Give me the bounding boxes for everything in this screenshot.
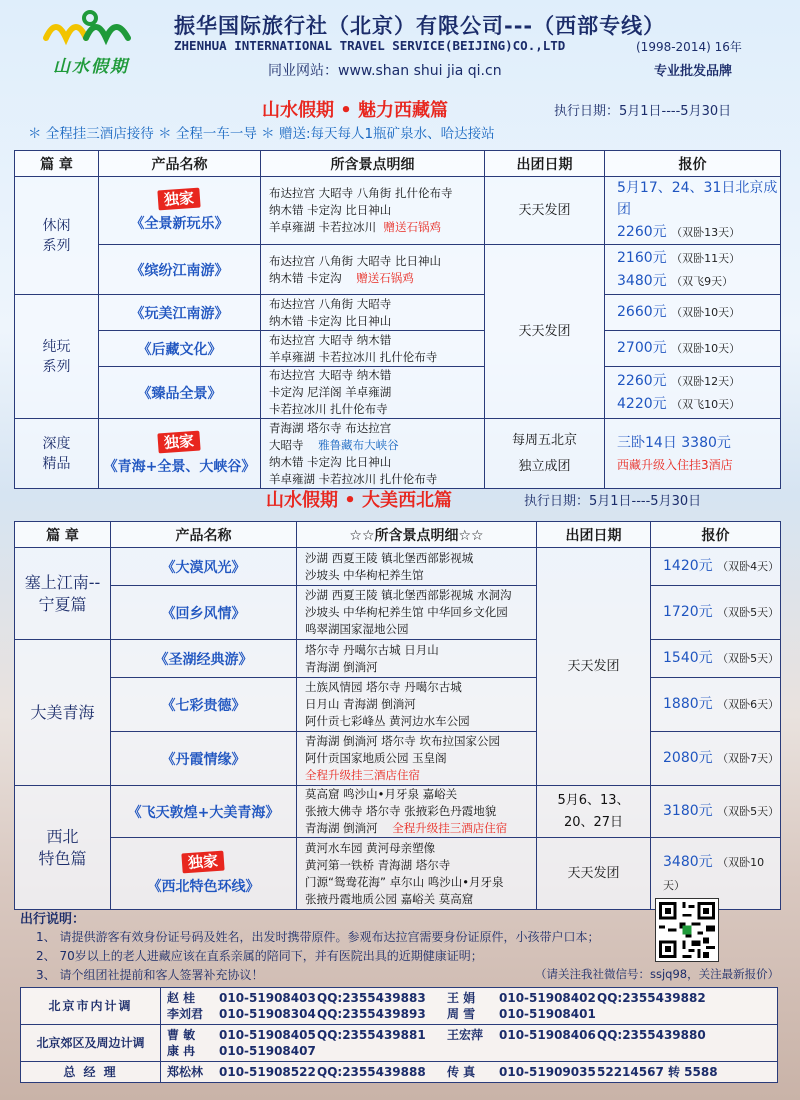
product-name[interactable]: 《飞天敦煌+大美青海》 [111,786,297,838]
price-cell [605,177,781,245]
category-leisure: 休闲 系列 [15,177,99,295]
spot-text: 青海湖 倒淌河 [305,821,378,835]
contacts-table [20,987,778,1083]
col-header: 出团日期 [537,522,651,548]
note-line: 3、 请个组团社提前和客人签署补充协议！ [36,968,264,982]
category-ningxia: 塞上江南-- 宁夏篇 [15,548,111,640]
spots-cell [297,786,537,838]
exclusive-badge: 独家 [158,430,201,453]
contact-line [167,1027,771,1043]
contact-row [21,988,778,1025]
contact-cell [161,988,778,1025]
price-note: （双卧10天） [671,342,741,355]
product-name[interactable]: 《臻品全景》 [99,367,261,419]
price-line [617,370,780,393]
contact-phone[interactable]: 010-51908407 [219,1044,316,1058]
wechat-note: （请关注我社微信号：ssjq98，关注最新报价） [535,967,780,981]
product-name[interactable]: 《玩美江南游》 [99,295,261,331]
price-note: （双飞10天） [671,397,741,411]
spot-line: 黄河第一铁桥 青海湖 塔尔寺 [305,857,451,872]
price-note: （双卧10天） [671,306,741,319]
gift-text: 赠送石锅鸡 [383,220,441,234]
spot-line: 羊卓雍湖 卡若拉冰川 扎什伦布寺 [269,349,438,364]
departure-cell [485,419,605,489]
spot-line: 布达拉宫 八角街 大昭寺 比日神山 [269,253,441,268]
price-note: （双卧6天） [717,698,780,711]
contact-row [21,1062,778,1083]
fax-label: 传 真 [447,1065,476,1079]
contact-phone[interactable]: 010-51908406 [499,1028,596,1042]
price-value: 2260元 [617,372,667,389]
table-row [15,331,781,367]
product-cell [99,419,261,489]
exclusive-badge: 独家 [182,850,225,873]
departure-line: 独立成团 [518,458,571,474]
spot-line: 纳木错 卡定沟 比日神山 [269,203,392,217]
fax-number[interactable]: 010-51909035 [499,1065,596,1079]
table-header-row [15,151,781,177]
col-header: ☆☆所含景点明细☆☆ [297,522,537,548]
price-note: （双卧7天） [717,752,780,765]
contact-phone[interactable]: 010-51908304 [219,1007,316,1021]
col-header: 篇 章 [15,522,111,548]
spots-cell [261,331,485,367]
price-line [617,247,780,270]
spot-line [305,820,536,837]
departure-cell: 天天发团 [537,548,651,786]
exclusive-badge: 独家 [158,187,201,210]
spots-cell [297,678,537,732]
price-cell [651,640,781,678]
product-name[interactable]: 《丹霞情缘》 [111,732,297,786]
spot-line: 张掖大佛寺 塔尔寺 张掖彩色丹霞地貌 [305,804,497,818]
spot-line: 沙坡头 中华枸杞养生馆 中华回乡文化园 [305,605,508,619]
table-row [15,586,781,640]
product-name[interactable]: 《后藏文化》 [99,331,261,367]
product-name[interactable]: 《全景新玩乐》 [130,215,229,232]
price-note: （双卧5天） [717,652,780,665]
spot-line: 布达拉宫 大昭寺 纳木错 [269,332,392,347]
contact-qq[interactable]: QQ:2355439881 [317,1028,426,1042]
spots-cell [297,548,537,586]
spots-cell [297,732,537,786]
tibet-table [14,150,781,489]
category-qinghai: 大美青海 [15,640,111,786]
company-name-en: ZHENHUA INTERNATIONAL TRAVEL SERVICE(BEIJING)CO.,LTD [174,38,566,53]
spot-line: 沙湖 西夏王陵 镇北堡西部影视城 水洞沟 [305,588,512,602]
price-cell [605,331,781,367]
spot-text: 大昭寺 [269,437,304,452]
contact-name: 郑松林 [167,1065,204,1079]
category-pure: 纯玩 系列 [15,295,99,419]
price-value: 1420元 [663,558,713,574]
category-special: 西北 特色篇 [15,786,111,910]
contact-cell [161,1025,778,1062]
spot-line: 黄河水车园 黄河母亲塑像 [305,840,436,855]
contact-cell [161,1062,778,1083]
product-name[interactable]: 《圣湖经典游》 [111,640,297,678]
spot-line: 纳木错 卡定沟 比日神山 [269,454,392,469]
spot-line: 卡若拉冰川 扎什伦布寺 [269,402,388,416]
northwest-section-title: 山水假期 • 大美西北篇 [266,490,453,511]
upgrade-note: 全程升级挂三酒店住宿 [305,768,420,782]
col-header: 产品名称 [111,522,297,548]
col-header: 篇 章 [15,151,99,177]
price-value: 2260元 [617,224,667,240]
spot-line: 布达拉宫 大昭寺 八角街 扎什伦布寺 [269,186,453,200]
company-name-cn: 振华国际旅行社（北京）有限公司---（西部专线） [174,14,666,38]
spot-line: 布达拉宫 八角街 大昭寺 [269,296,392,311]
northwest-table [14,521,781,910]
contact-phone[interactable]: 010-51908402 [499,991,596,1005]
contact-qq[interactable]: QQ:2355439882 [597,991,706,1005]
price-value: 2660元 [617,304,667,320]
price-cell [605,245,781,295]
price-value: 三卧14日 3380元 [617,434,731,451]
table-row [15,295,781,331]
company-website[interactable]: 同业网站：www.shan shui jia qi.cn [268,63,502,79]
table-row [15,177,781,245]
spots-cell [297,640,537,678]
spot-line [269,437,484,454]
qr-code-icon[interactable] [655,898,719,962]
price-value: 3480元 [617,272,667,289]
spot-text: 羊卓雍湖 卡若拉冰川 [269,220,377,234]
spot-line: 张掖丹霞地质公园 嘉峪关 莫高窟 [305,891,474,906]
table-row [15,640,781,678]
table-row [15,245,781,295]
contact-line [167,1064,771,1080]
spot-line [269,270,484,287]
price-note: （双卧11天） [671,251,741,265]
spot-line: 青海湖 倒淌河 塔尔寺 坎布拉国家公园 [305,734,500,748]
table-row [15,732,781,786]
product-name[interactable]: 《西北特色环线》 [147,878,260,895]
price-note: （双卧13天） [671,226,741,239]
table-row [15,678,781,732]
spot-line [269,219,484,236]
spot-line: 塔尔寺 丹噶尔古城 日月山 [305,642,439,657]
col-header: 产品名称 [99,151,261,177]
spot-line: 羊卓雍湖 卡若拉冰川 扎什伦布寺 [269,471,438,486]
departure-line: 每周五北京 [511,432,577,448]
upgrade-note: 西藏升级入住挂3酒店 [617,457,733,472]
spot-text: 纳木错 卡定沟 [269,270,342,285]
price-cell [605,367,781,419]
price-value: 2160元 [617,249,667,266]
category-deep: 深度 精品 [15,419,99,489]
price-line [617,270,780,293]
price-value: 2700元 [617,340,667,356]
spots-cell [261,367,485,419]
upgrade-note: 全程升级挂三酒店住宿 [392,821,508,835]
product-name[interactable]: 《回乡风情》 [111,586,297,640]
contact-label: 北京市内计调 [21,988,161,1025]
spot-line: 纳木错 卡定沟 比日神山 [269,313,392,328]
contact-name: 曹 敏 [167,1028,196,1042]
price-value: 2080元 [663,750,713,766]
spot-line: 沙湖 西夏王陵 镇北堡西部影视城 [305,550,474,565]
spot-line: 青海湖 倒淌河 [305,659,378,674]
price-cell [651,586,781,640]
price-value: 1720元 [663,604,713,620]
spot-line: 门源“鸳鸯花海” 卓尔山 鸣沙山•月牙泉 [305,874,504,889]
price-cell [605,419,781,489]
spot-line: 布达拉宫 大昭寺 纳木错 [269,368,392,382]
table-header-row [15,522,781,548]
departure-cell: 5月6、13、 20、27日 [537,786,651,838]
departure-cell: 天天发团 [485,245,605,419]
spot-line: 沙坡头 中华枸杞养生馆 [305,567,424,582]
note-line: 2、 70岁以上的老人进藏应该在直系亲属的陪同下，并有医院出具的近期健康证明； [36,949,483,963]
table-row [15,367,781,419]
price-line [617,393,780,416]
price-value: 1540元 [663,650,713,666]
price-value: 3180元 [663,803,713,819]
contact-row [21,1025,778,1062]
spots-cell [297,838,537,910]
price-line [617,221,780,244]
product-name[interactable]: 《青海+全景、大峡谷》 [103,458,256,475]
product-name[interactable]: 《大漠风光》 [111,548,297,586]
price-note: （双卧12天） [671,374,741,388]
note-line: 1、 请提供游客有效身份证号码及姓名，出发时携带原件。参观布达拉宫需要身份证原件，小孩带户口本； [36,930,600,944]
price-note: （双卧5天） [717,805,780,818]
price-note: （双卧5天） [717,606,780,619]
spots-cell [297,586,537,640]
spots-cell [261,419,485,489]
contact-phone[interactable]: 010-51908522 [219,1065,316,1079]
contact-label: 北京郊区及周边计调 [21,1025,161,1062]
header [0,0,800,92]
spot-line: 莫高窟 鸣沙山•月牙泉 嘉峪关 [305,787,458,801]
contact-phone[interactable]: 010-51908405 [219,1028,316,1042]
company-logo [36,8,146,78]
product-name[interactable]: 《缤纷江南游》 [99,245,261,295]
contact-name: 赵 桂 [167,991,196,1005]
col-header: 报价 [651,522,781,548]
price-line: 5月17、24、31日北京成团 [617,180,778,218]
spot-line: 土族风情园 塔尔寺 丹噶尔古城 [305,680,462,694]
product-name[interactable]: 《七彩贵德》 [111,678,297,732]
contact-name: 王 娟 [447,991,476,1005]
contact-phone[interactable]: 010-51908403 [219,991,316,1005]
fax-extension[interactable]: 52214567 转 5588 [597,1065,718,1079]
price-cell [651,786,781,838]
contact-phone[interactable]: 010-51908401 [499,1007,596,1021]
spot-line: 鸣翠湖国家湿地公园 [305,622,409,636]
col-header: 报价 [605,151,781,177]
contact-name: 康 冉 [167,1044,196,1058]
contact-qq[interactable]: QQ:2355439883 [317,991,426,1005]
price-value: 4220元 [617,395,667,412]
contact-line [167,1043,771,1059]
tibet-notice: ＊ 全程挂三酒店接待 ＊ 全程一车一导 ＊ 赠送:每天每人1瓶矿泉水、哈达接站 [28,126,495,142]
logo-text: 山水假期 [53,57,129,77]
price-cell [651,548,781,586]
table-row [15,419,781,489]
contact-label: 总 经 理 [21,1062,161,1083]
col-header: 出团日期 [485,151,605,177]
price-note: （双卧10天） [663,855,765,892]
spot-line: 阿什贡七彩峰丛 黄河边水车公园 [305,714,470,728]
price-note: （双卧4天） [717,560,780,573]
gift-text: 赠送石锅鸡 [356,270,414,285]
spot-line: 卡定沟 尼洋阁 羊卓雍湖 [269,385,392,399]
contact-qq[interactable]: QQ:2355439880 [597,1028,706,1042]
contact-qq[interactable]: QQ:2355439888 [317,1065,426,1079]
table-row [15,786,781,838]
contact-name: 周 雪 [447,1007,476,1021]
departure-cell: 天天发团 [537,838,651,910]
logo-mark-icon [40,8,140,52]
product-cell [111,838,297,910]
spot-line: 阿什贡国家地质公园 玉皇阁 [305,751,447,765]
spot-line: 青海湖 塔尔寺 布达拉宫 [269,420,392,435]
contact-name: 王宏萍 [447,1028,484,1042]
spots-cell [261,295,485,331]
price-value: 1880元 [663,696,713,712]
price-cell [651,678,781,732]
contact-line [167,990,771,1006]
product-cell [99,177,261,245]
spots-cell [261,177,485,245]
contact-qq[interactable]: QQ:2355439893 [317,1007,426,1021]
spots-cell [261,245,485,295]
col-header: 所含景点明细 [261,151,485,177]
company-years: (1998-2014) 16年 [636,40,742,54]
spot-highlight: 雅鲁藏布大峡谷 [318,437,399,452]
company-brand: 专业批发品牌 [654,64,733,79]
contact-name: 李刘君 [167,1007,204,1021]
northwest-exec-date: 执行日期：5月1日----5月30日 [524,494,702,509]
tibet-exec-date: 执行日期：5月1日----5月30日 [554,104,732,119]
price-note: （双飞9天） [671,274,734,288]
price-cell [651,732,781,786]
spot-line: 日月山 青海湖 倒淌河 [305,697,416,711]
table-row [15,548,781,586]
price-value: 3480元 [663,853,713,870]
departure-cell: 天天发团 [485,177,605,245]
contact-line [167,1006,771,1022]
tibet-section-title: 山水假期 • 魅力西藏篇 [262,100,449,121]
notes-title: 出行说明： [20,912,86,927]
price-cell [605,295,781,331]
